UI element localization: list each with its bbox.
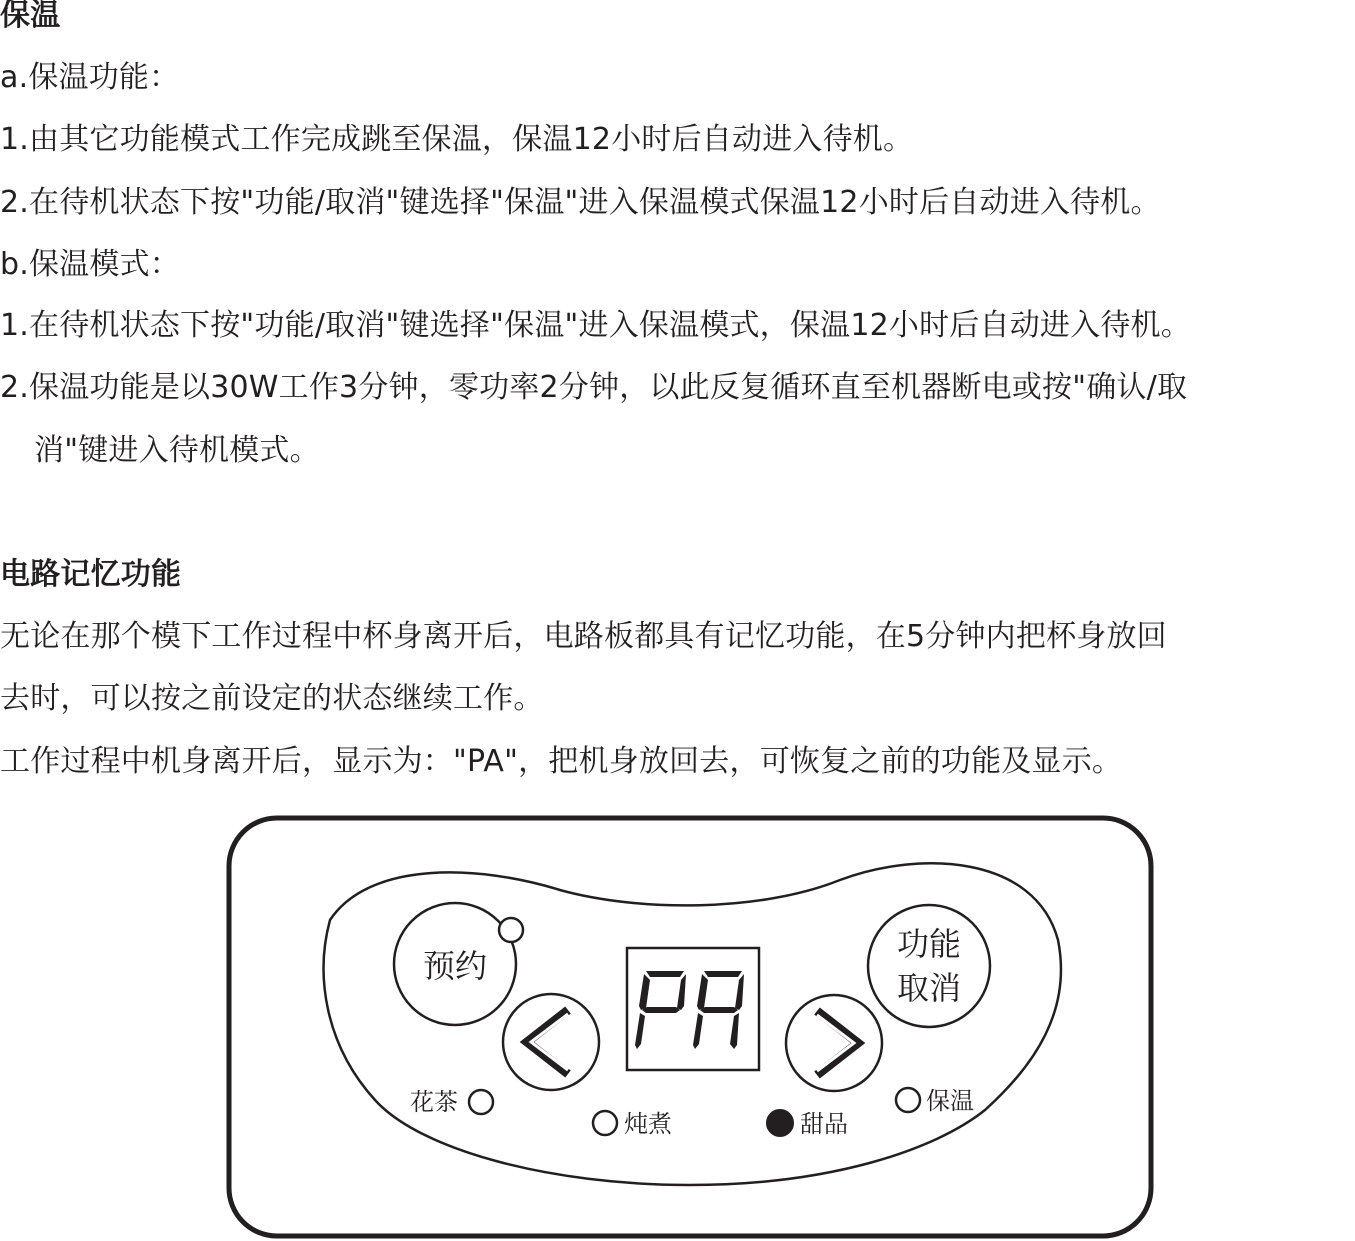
section-heading-memory: 电路记忆功能 [0, 557, 182, 592]
reserve-button-label: 预约 [422, 947, 488, 985]
list-item: 2.保温功能是以30W工作3分钟，零功率2分钟，以此反复循环直至机器断电或按"确认/取 [0, 370, 1188, 405]
function-cancel-button[interactable] [868, 905, 990, 1027]
indicator-dessert [767, 1110, 848, 1138]
function-button-label-line2: 取消 [896, 969, 962, 1007]
indicator-label: 甜品 [800, 1110, 848, 1138]
list-item: 1.由其它功能模式工作完成跳至保温，保温12小时后自动进入待机。 [0, 122, 914, 157]
indicator-stew [593, 1110, 672, 1138]
indicator-label: 花茶 [410, 1088, 458, 1116]
list-item: 2.在待机状态下按"功能/取消"键选择"保温"进入保温模式保温12小时后自动进入待机。 [0, 185, 1161, 220]
indicator-light-off [469, 1090, 493, 1114]
reserve-button[interactable] [394, 903, 516, 1025]
function-button-label-line1: 功能 [896, 925, 962, 963]
left-arrow-button[interactable] [503, 994, 599, 1090]
subheading-keep-warm-function: a.保温功能： [0, 60, 180, 95]
paragraph-line: 去时，可以按之前设定的状态继续工作。 [0, 681, 544, 716]
list-item: 1.在待机状态下按"功能/取消"键选择"保温"进入保温模式，保温12小时后自动进入待机。 [0, 308, 1191, 343]
list-item-continuation: 消"键进入待机模式。 [34, 433, 320, 468]
indicator-light-off [896, 1088, 920, 1112]
indicator-light-off [593, 1111, 617, 1135]
indicator-keep-warm [896, 1087, 974, 1115]
right-arrow-button[interactable] [786, 995, 882, 1091]
section-heading-keep-warm: 保温 [0, 0, 61, 33]
indicator-flower-tea [410, 1088, 493, 1116]
subheading-keep-warm-mode: b.保温模式： [0, 247, 180, 282]
indicator-label: 保温 [926, 1087, 974, 1115]
paragraph-line: 工作过程中机身离开后，显示为："PA"，把机身放回去，可恢复之前的功能及显示。 [0, 744, 1123, 779]
reserve-indicator-light [499, 918, 523, 942]
digital-display [627, 948, 759, 1070]
indicator-light-on [767, 1110, 793, 1136]
paragraph-line: 无论在那个模下工作过程中杯身离开后，电路板都具有记忆功能，在5分钟内把杯身放回 [0, 619, 1167, 654]
indicator-label: 炖煮 [624, 1110, 672, 1138]
